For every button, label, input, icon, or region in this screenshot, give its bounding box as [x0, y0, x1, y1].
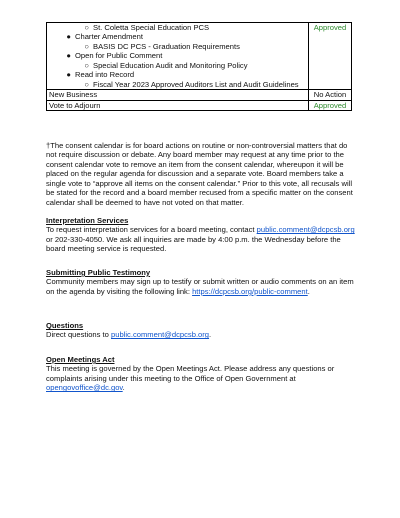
list-item: ● Read into Record — [49, 70, 306, 79]
list-item: ○ Fiscal Year 2023 Approved Auditors List and Audit Guidelines — [49, 80, 306, 89]
agenda-items-cell — [47, 23, 309, 90]
solid-bullet-icon: ● — [66, 32, 71, 42]
section-heading: Submitting Public Testimony — [46, 268, 151, 277]
agenda-item-label: New Business — [47, 90, 309, 100]
agenda-table — [46, 22, 352, 111]
hollow-bullet-icon: ○ — [84, 79, 89, 89]
email-link[interactable]: public.comment@dcpcsb.org — [111, 330, 210, 340]
status-approved: Approved — [309, 23, 352, 90]
agenda-row-vote-to-adjourn — [47, 100, 352, 110]
section-heading: Open Meetings Act — [46, 355, 115, 364]
list-item: ● Charter Amendment — [49, 32, 306, 41]
agenda-row-consent-items — [47, 23, 352, 90]
list-item: ○ St. Coletta Special Education PCS — [49, 23, 306, 32]
questions-section — [46, 321, 358, 340]
email-link[interactable]: opengovoffice@dc.gov — [46, 383, 123, 393]
email-link[interactable]: public.comment@dcpcsb.org — [256, 225, 355, 235]
section-body: This meeting is governed by the Open Meetings Act. Please address any questions or complaints arising under this meeting to the Office of Open Government at opengovoffice@dc.gov. — [46, 364, 335, 393]
hollow-bullet-icon: ○ — [84, 41, 89, 51]
section-body: Community members may sign up to testify or submit written or audio comments on an item on the agenda by visiting the following link: https://dcpcsb.org/public-comment. — [46, 277, 354, 296]
section-body: To request interpretation services for a board meeting, contact public.comment@dcpcsb.org or 202-330-4050. We ask all inquiries are made by 4:00 p.m. the Wednesday before the board meeting service is requested. — [46, 225, 355, 254]
list-item: ● Open for Public Comment — [49, 51, 306, 60]
section-body: Direct questions to public.comment@dcpcsb.org. — [46, 330, 212, 340]
status-approved: Approved — [309, 100, 352, 110]
solid-bullet-icon: ● — [66, 51, 71, 61]
section-heading: Interpretation Services — [46, 216, 129, 225]
agenda-item-label: Vote to Adjourn — [47, 100, 309, 110]
public-comment-link[interactable]: https://dcpcsb.org/public-comment — [192, 286, 308, 296]
public-testimony-section — [46, 268, 358, 296]
interpretation-services-section — [46, 216, 358, 254]
hollow-bullet-icon: ○ — [84, 60, 89, 70]
agenda-row-new-business — [47, 90, 352, 100]
status-no-action: No Action — [309, 90, 352, 100]
list-item: ○ Special Education Audit and Monitoring Policy — [49, 61, 306, 70]
hollow-bullet-icon: ○ — [84, 23, 89, 32]
section-heading: Questions — [46, 321, 84, 330]
solid-bullet-icon: ● — [66, 70, 71, 80]
open-meetings-act-section — [46, 355, 358, 393]
list-item: ○ BASIS DC PCS - Graduation Requirements — [49, 42, 306, 51]
consent-calendar-footnote: †The consent calendar is for board actions on routine or non-controversial matters that do not require discussion or debate. Any board member may request at any time prior to the consent calendar vote to remove an item from the consent calendar, whereupon it will be placed on the regular agenda for discussion and a separate vote. Board members take a single vote to “approve all items on the consent calendar.” Prior to this vote, all recusals will be stated for the record and a board member recused from a specific matter on the consent calendar shall be deemed to have not voted on that matter. — [46, 140, 353, 207]
